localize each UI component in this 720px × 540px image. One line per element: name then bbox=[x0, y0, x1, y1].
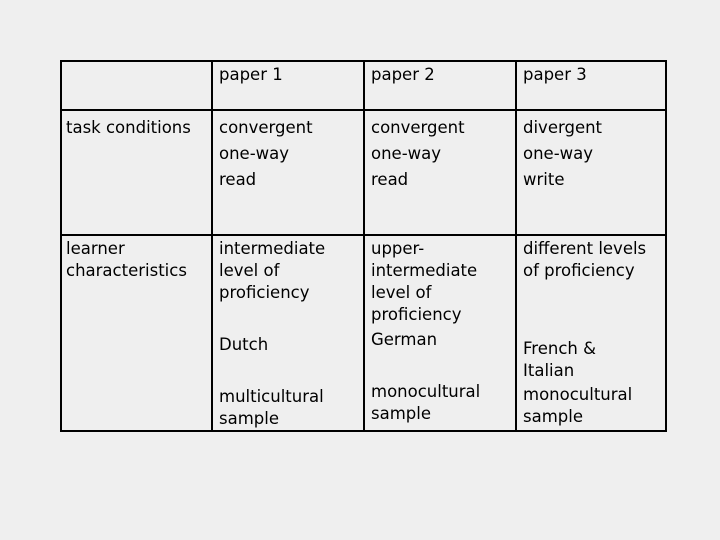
proficiency-level-text: intermediate level of proficiency bbox=[219, 239, 326, 302]
language-text: French & Italian bbox=[523, 339, 596, 380]
proficiency-level-text: upper- intermediate level of proficiency bbox=[371, 239, 478, 324]
row-divider bbox=[62, 234, 665, 236]
proficiency-level-text: different levels of proficiency bbox=[523, 239, 647, 280]
sample-text: multicultural sample bbox=[219, 387, 324, 428]
table-cell: divergent one-way write bbox=[523, 118, 603, 189]
table-cell: convergent one-way read bbox=[219, 118, 313, 189]
row-header-task-conditions: task conditions bbox=[66, 118, 191, 137]
row-divider bbox=[62, 109, 665, 111]
sample-text: monocultural sample bbox=[371, 382, 481, 423]
sample-text: monocultural sample bbox=[523, 385, 633, 426]
column-header-paper-1: paper 1 bbox=[219, 65, 283, 84]
column-header-paper-2: paper 2 bbox=[371, 65, 435, 84]
column-divider bbox=[363, 62, 365, 430]
language-text: Dutch bbox=[219, 335, 269, 354]
language-text: German bbox=[371, 330, 438, 349]
row-header-learner-characteristics: learner characteristics bbox=[66, 239, 187, 280]
table-cell: convergent one-way read bbox=[371, 118, 465, 189]
column-divider bbox=[211, 62, 213, 430]
column-divider bbox=[515, 62, 517, 430]
column-header-paper-3: paper 3 bbox=[523, 65, 587, 84]
comparison-table bbox=[60, 60, 667, 432]
